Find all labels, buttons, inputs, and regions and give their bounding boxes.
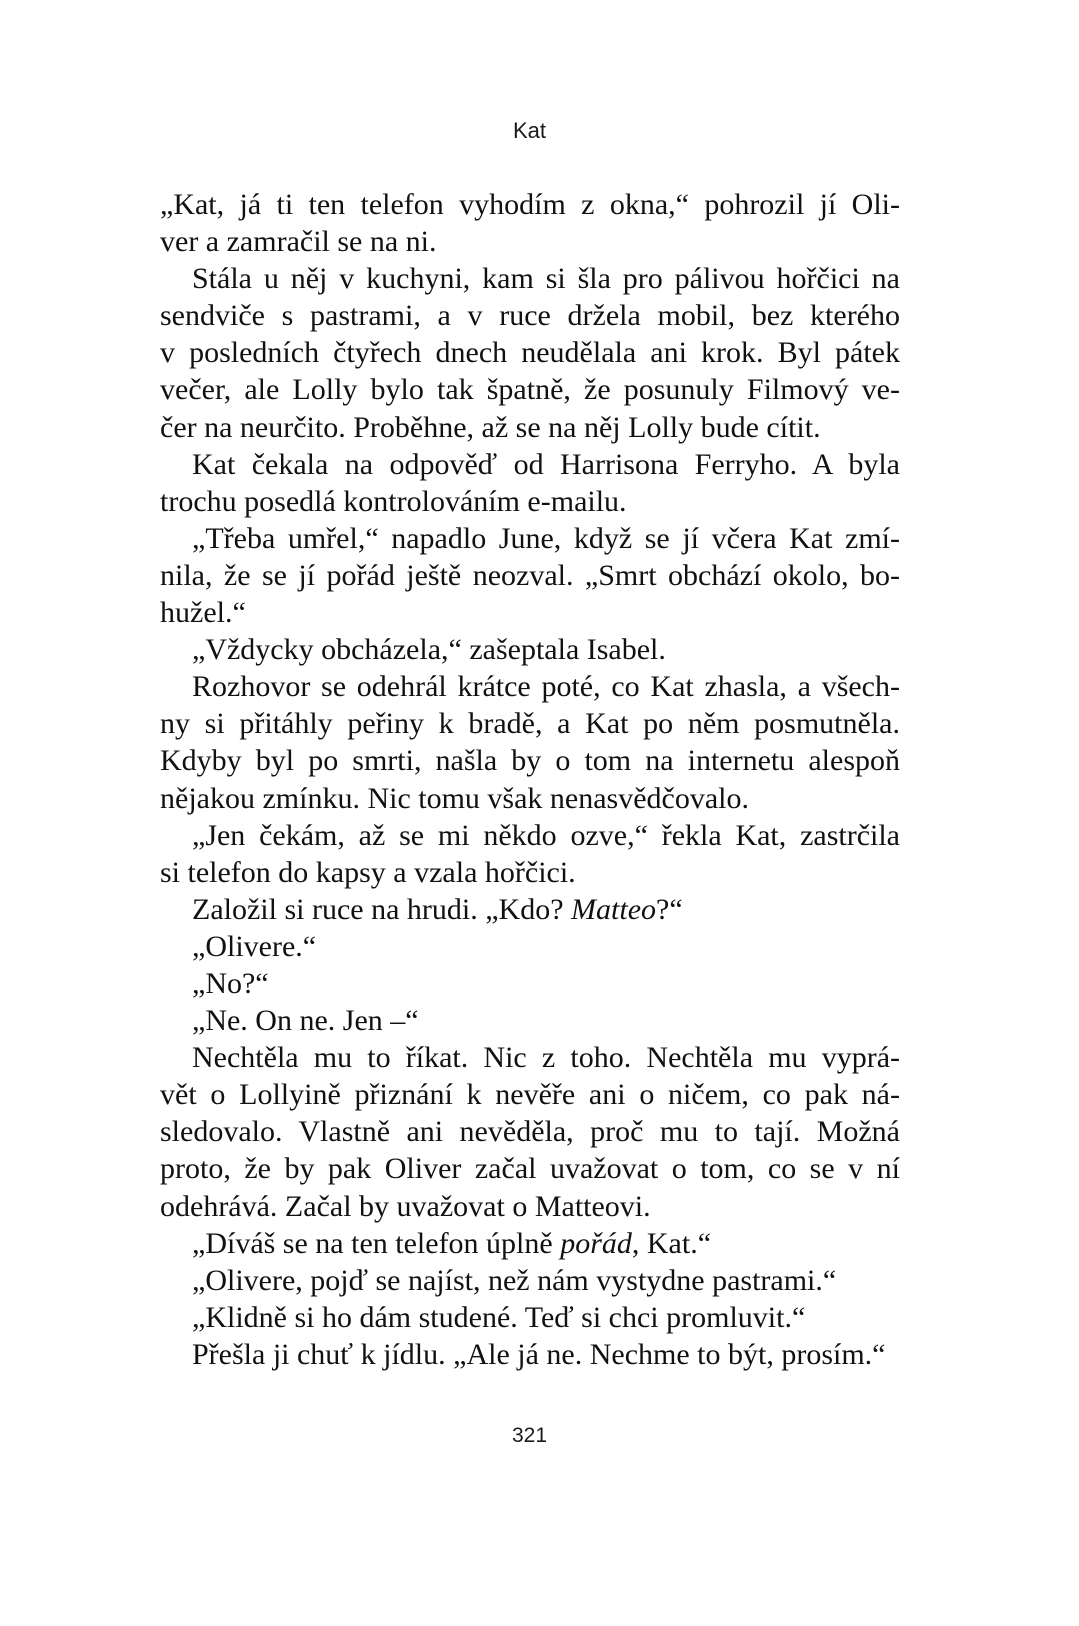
text-line	[160, 1150, 900, 1187]
text-line-content: ver a zamračil se na ni.	[160, 225, 437, 259]
text-line	[160, 1002, 900, 1039]
text-line	[160, 334, 900, 371]
text-line	[160, 1076, 900, 1113]
text-line-content: v posledních čtyřech dnech neudělala ani krok. Byl pátek	[160, 336, 900, 370]
text-line-content: proto, že by pak Oliver začal uvažovat o tom, co se v ní	[160, 1152, 900, 1186]
text-line-content: „Třeba umřel,“ napadlo June, když se jí včera Kat zmí-	[192, 521, 900, 555]
text-line-content: Nechtěla mu to říkat. Nic z toho. Nechtěla mu vyprá-	[192, 1041, 900, 1075]
text-line-content: „Kat, já ti ten telefon vyhodím z okna,“ pohrozil jí Oli-	[160, 188, 900, 221]
text-line-content: , Kat.“	[631, 1226, 712, 1260]
text-line-content: Přešla ji chuť k jídlu. „Ale já ne. Nechme to být, prosím.“	[192, 1337, 886, 1371]
text-line	[160, 1299, 900, 1336]
text-line	[160, 668, 900, 705]
text-line-content: sledovalo. Vlastně ani nevěděla, proč mu to tají. Možná	[160, 1115, 900, 1149]
text-line	[160, 780, 900, 817]
text-line	[160, 1262, 900, 1299]
text-line-content: sendviče s pastrami, a v ruce držela mobil, bez kterého	[160, 299, 900, 333]
text-line	[160, 742, 900, 779]
text-line	[160, 260, 900, 297]
text-line	[160, 817, 900, 854]
text-line	[160, 557, 900, 594]
page-body-text	[160, 186, 900, 1373]
text-line	[160, 928, 900, 965]
text-line-content: „Olivere.“	[192, 929, 317, 963]
text-line-content: „No?“	[192, 966, 269, 1000]
text-line	[160, 371, 900, 408]
text-line-content: Rozhovor se odehrál krátce poté, co Kat zhasla, a všech-	[192, 670, 900, 704]
text-line-content: „Ne. On ne. Jen –“	[192, 1004, 419, 1038]
text-line	[160, 594, 900, 631]
text-line-content: „Klidně si ho dám studené. Teď si chci promluvit.“	[192, 1300, 806, 1334]
emphasis-text: Matteo	[571, 892, 657, 926]
text-line-content: Založil si ruce na hrudi. „Kdo?	[192, 892, 572, 926]
text-line	[160, 1039, 900, 1076]
text-line-content: Kdyby byl po smrti, našla by o tom na internetu alespoň	[160, 744, 900, 778]
page-number: 321	[511, 1424, 548, 1447]
text-line-content: nějakou zmínku. Nic tomu však nenasvědčovalo.	[160, 781, 750, 815]
text-line-content: „Olivere, pojď se najíst, než nám vystydne pastrami.“	[192, 1263, 837, 1297]
text-line	[160, 446, 900, 483]
text-line-content: „Díváš se na ten telefon úplně	[192, 1226, 561, 1260]
text-line-content: Stála u něj v kuchyni, kam si šla pro pálivou hořčici na	[192, 262, 900, 296]
text-line-content: ny si přitáhly peřiny k bradě, a Kat po něm posmutněla.	[160, 707, 900, 741]
text-line	[160, 1188, 900, 1225]
text-line-content: čer na neurčito. Proběhne, až se na něj Lolly bude cítit.	[160, 410, 821, 444]
text-line	[160, 297, 900, 334]
text-line	[160, 520, 900, 557]
text-line-content: si telefon do kapsy a vzala hořčici.	[160, 855, 576, 889]
text-line-content: hužel.“	[160, 596, 246, 630]
text-line	[160, 854, 900, 891]
text-line-content: Kat čekala na odpověď od Harrisona Ferryho. A byla	[192, 447, 900, 481]
text-line	[160, 1336, 900, 1373]
text-line-content: „Vždycky obcházela,“ zašeptala Isabel.	[192, 633, 666, 667]
text-line	[160, 1225, 900, 1262]
text-line	[160, 1113, 900, 1150]
text-line	[160, 483, 900, 520]
text-line-content: večer, ale Lolly bylo tak špatně, že posunuly Filmový ve-	[160, 373, 900, 407]
text-line-content: odehrává. Začal by uvažovat o Matteovi.	[160, 1189, 651, 1223]
text-line	[160, 186, 900, 223]
text-line	[160, 409, 900, 446]
text-line-content: nila, že se jí pořád ještě neozval. „Smrt obchází okolo, bo-	[160, 558, 900, 592]
text-line	[160, 705, 900, 742]
running-header: Kat	[512, 118, 547, 143]
text-line	[160, 223, 900, 260]
text-line	[160, 631, 900, 668]
emphasis-text: pořád	[560, 1226, 632, 1260]
text-line-content: vět o Lollyině přiznání k nevěře ani o ničem, co pak ná-	[160, 1078, 900, 1112]
text-line	[160, 965, 900, 1002]
text-line	[160, 891, 900, 928]
text-line-content: trochu posedlá kontrolováním e-mailu.	[160, 484, 627, 518]
text-line-content: „Jen čekám, až se mi někdo ozve,“ řekla Kat, zastrčila	[192, 818, 900, 852]
text-line-content: ?“	[656, 892, 683, 926]
